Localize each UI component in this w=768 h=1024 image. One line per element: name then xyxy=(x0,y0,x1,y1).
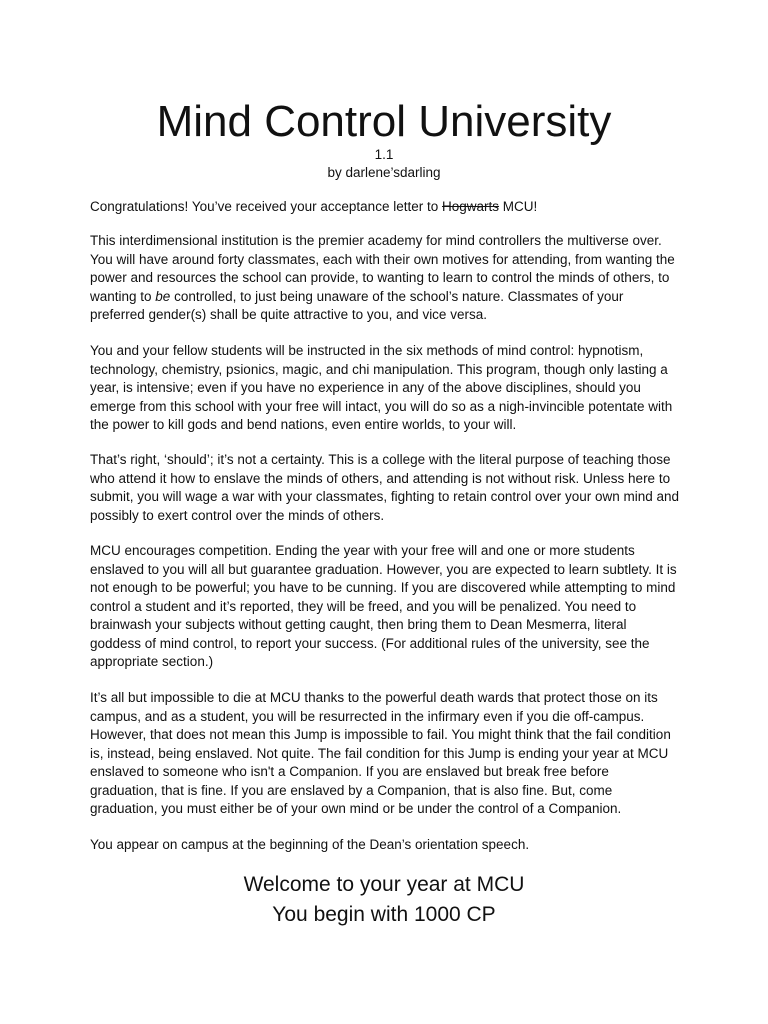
intro-paragraph xyxy=(90,198,680,217)
starting-points: You begin with 1000 CP xyxy=(272,903,496,926)
paragraph-fail-condition: It’s all but impossible to die at MCU thanks to the powerful death wards that protect those on its campus, and as a student, you will be resurrected in the infirmary even if you die off-campus. However, that does not mean this Jump is impossible to fail. You might think that the fail condition is, instead, being enslaved. Not quite. The fail condition for this Jump is ending your year at MCU enslaved to someone who isn't a Companion. If you are enslaved but break free before graduation, that is fine. If you are enslaved by a Companion, that is also fine. But, come graduation, you must either be of your own mind or be under the control of a Companion. xyxy=(90,690,671,816)
document-author: by darlene’sdarling xyxy=(327,165,441,180)
paragraph-institution-emphasis: be xyxy=(155,288,171,304)
document-version: 1.1 xyxy=(374,147,394,162)
intro-suffix: MCU! xyxy=(499,199,538,214)
document-title: Mind Control University xyxy=(156,97,612,146)
paragraph-risk: That’s right, ‘should’; it’s not a certainty. This is a college with the literal purpose of teaching those who attend it how to enslave the minds of others, and attending is not without risk. Unless here to submit, you will wage a war with your classmates, fighting to retain control over your own mind and possibly to exert control over the minds of others. xyxy=(90,452,680,523)
paragraph-institution xyxy=(90,232,680,325)
intro-prefix: Congratulations! You’ve received your acceptance letter to xyxy=(90,199,442,214)
intro-struck-word: Hogwarts xyxy=(441,199,500,214)
paragraph-arrival: You appear on campus at the beginning of the Dean’s orientation speech. xyxy=(90,837,530,852)
paragraph-competition: MCU encourages competition. Ending the year with your free will and one or more students enslaved to you will all but guarantee graduation. However, you are expected to learn subtlety. It is not enough to be powerful; you have to be cunning. If you are discovered while attempting to mind control a student and it’s reported, they will be freed, and you will be penalized. You need to brainwash your subjects without getting caught, then bring them to Dean Mesmerra, literal goddess of mind control, to report your success. (For additional rules of the university, see the appropriate section.) xyxy=(90,543,677,669)
welcome-heading: Welcome to your year at MCU xyxy=(243,873,525,896)
paragraph-institution-text: This interdimensional institution is the premier academy for mind controllers the multiverse over. You will have around forty classmates, each with their own motives for attending, from wanting the power and resources the school can provide, to wanting to learn to control the minds of others, to wanting to xyxy=(90,233,675,304)
paragraph-methods: You and your fellow students will be instructed in the six methods of mind control: hypnotism, technology, chemistry, psionics, magic, and chi manipulation. This program, though only lasting a year, is intensive; even if you have no experience in any of the above disciplines, should you emerge from this school with your free will intact, you will do so as a nigh-invincible potentate with the power to kill gods and bend nations, even entire worlds, to your will. xyxy=(90,343,673,432)
paragraph-institution-rest: controlled, to just being unaware of the school’s nature. Classmates of your preferred gender(s) shall be quite attractive to you, and vice versa. xyxy=(90,288,624,322)
